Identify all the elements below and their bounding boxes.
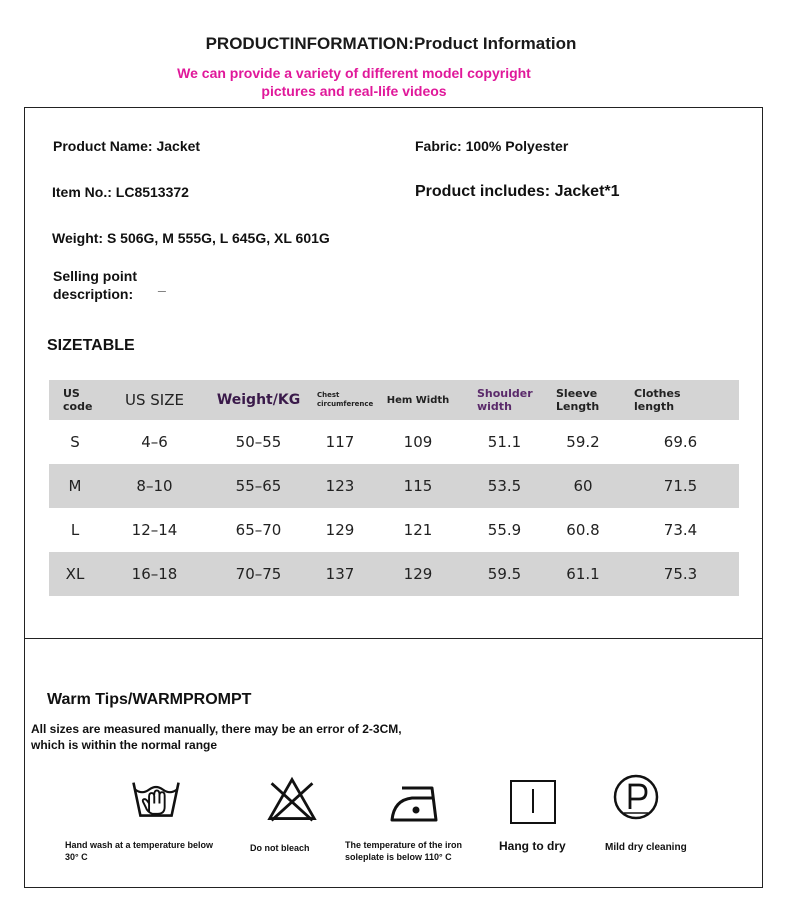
header-clothes-line-1: Clothes [634, 387, 681, 400]
warm-tips-text [31, 721, 402, 753]
table-cell: 129 [403, 565, 433, 583]
table-cell: 59.5 [487, 565, 522, 583]
hang-dry-label: Hang to dry [499, 839, 566, 853]
table-cell: 137 [325, 565, 355, 583]
table-cell: L [70, 521, 80, 539]
table-cell: 129 [325, 521, 355, 539]
header-shoulder [465, 380, 544, 420]
table-cell: M [68, 477, 82, 495]
selling-point-value: _ [158, 277, 166, 293]
table-cell: 70–75 [235, 565, 282, 583]
table-cell: 65–70 [235, 521, 282, 539]
hand-wash-icon [130, 774, 182, 831]
subtitle-line-2: pictures and real-life videos [261, 83, 447, 99]
item-number: Item No.: LC8513372 [52, 184, 189, 200]
iron-label-line-1: The temperature of the iron [345, 840, 463, 850]
table-cell: 109 [403, 433, 433, 451]
table-cell: 121 [403, 521, 433, 539]
header-shoulder-line-2: width [477, 400, 512, 413]
table-cell: 115 [403, 477, 433, 495]
table-cell: 8–10 [136, 477, 173, 495]
table-cell: 60.8 [566, 521, 600, 539]
selling-point-label-line-1: Selling point [53, 268, 137, 284]
table-cell: 75.3 [663, 565, 698, 583]
table-cell: 55–65 [235, 477, 282, 495]
product-fabric: Fabric: 100% Polyester [415, 138, 569, 154]
table-cell: 69.6 [663, 433, 698, 451]
header-sleeve-line-1: Sleeve [556, 387, 598, 400]
table-row [49, 420, 739, 464]
header-chest [309, 380, 374, 420]
dry-clean-label: Mild dry cleaning [605, 842, 687, 853]
page-subtitle [0, 64, 708, 100]
table-row [49, 508, 739, 552]
table-cell: 16–18 [131, 565, 178, 583]
hang-dry-icon [509, 779, 557, 830]
table-cell: 55.9 [487, 521, 522, 539]
product-name: Product Name: Jacket [53, 138, 201, 154]
iron-icon [388, 780, 444, 831]
hand-wash-label [65, 839, 213, 863]
table-cell: 12–14 [131, 521, 178, 539]
header-us-code-line-2: code [63, 400, 93, 413]
header-chest-line-1: Chest [317, 391, 340, 399]
do-not-bleach-icon [266, 774, 318, 831]
size-table [49, 380, 739, 596]
subtitle-line-1: We can provide a variety of different model copyright [177, 65, 531, 81]
table-cell: 73.4 [663, 521, 698, 539]
header-sleeve-line-2: Length [556, 400, 600, 413]
table-cell: 61.1 [566, 565, 600, 583]
table-cell: 117 [325, 433, 355, 451]
table-cell: 50–55 [235, 433, 282, 451]
warm-tips-title: Warm Tips/WARMPROMPT [47, 691, 252, 708]
header-chest-line-2: circumference [317, 400, 374, 408]
warm-tips-line-2: which is within the normal range [31, 738, 218, 752]
hand-wash-label-line-2: 30° C [65, 852, 88, 862]
dry-clean-icon [612, 773, 660, 826]
header-clothes-line-2: length [634, 400, 675, 413]
warm-tips-line-1: All sizes are measured manually, there may be an error of 2-3CM, [31, 722, 402, 736]
table-cell: 51.1 [487, 433, 522, 451]
table-cell: 60 [573, 477, 593, 495]
header-us-size: US SIZE [125, 391, 184, 409]
iron-label-line-2: soleplate is below 110° C [345, 852, 452, 862]
header-sleeve [544, 380, 622, 420]
header-hem-width: Hem Width [386, 394, 450, 406]
table-cell: 4–6 [141, 433, 168, 451]
selling-point-label-line-2: description: [53, 286, 134, 302]
selling-point-label [53, 267, 137, 303]
size-table-header-row [49, 380, 739, 420]
hand-wash-label-line-1: Hand wash at a temperature below [65, 840, 214, 850]
table-cell: 59.2 [566, 433, 600, 451]
table-cell: 53.5 [487, 477, 522, 495]
header-us-code-line-1: US [63, 387, 80, 400]
size-table-title: SIZETABLE [47, 337, 135, 354]
table-row [49, 552, 739, 596]
table-cell: 123 [325, 477, 355, 495]
header-clothes-length [622, 380, 739, 420]
product-weight: Weight: S 506G, M 555G, L 645G, XL 601G [52, 230, 330, 246]
table-cell: S [70, 433, 80, 451]
header-shoulder-line-1: Shoulder [477, 387, 533, 400]
page-title: PRODUCTINFORMATION:Product Information [205, 34, 577, 53]
product-includes: Product includes: Jacket*1 [415, 183, 620, 200]
table-row [49, 464, 739, 508]
do-not-bleach-label: Do not bleach [250, 843, 310, 853]
header-weight: Weight/KG [216, 392, 301, 408]
table-cell: 71.5 [663, 477, 698, 495]
iron-label [345, 839, 462, 863]
header-us-code [49, 380, 101, 420]
table-cell: XL [65, 565, 85, 583]
